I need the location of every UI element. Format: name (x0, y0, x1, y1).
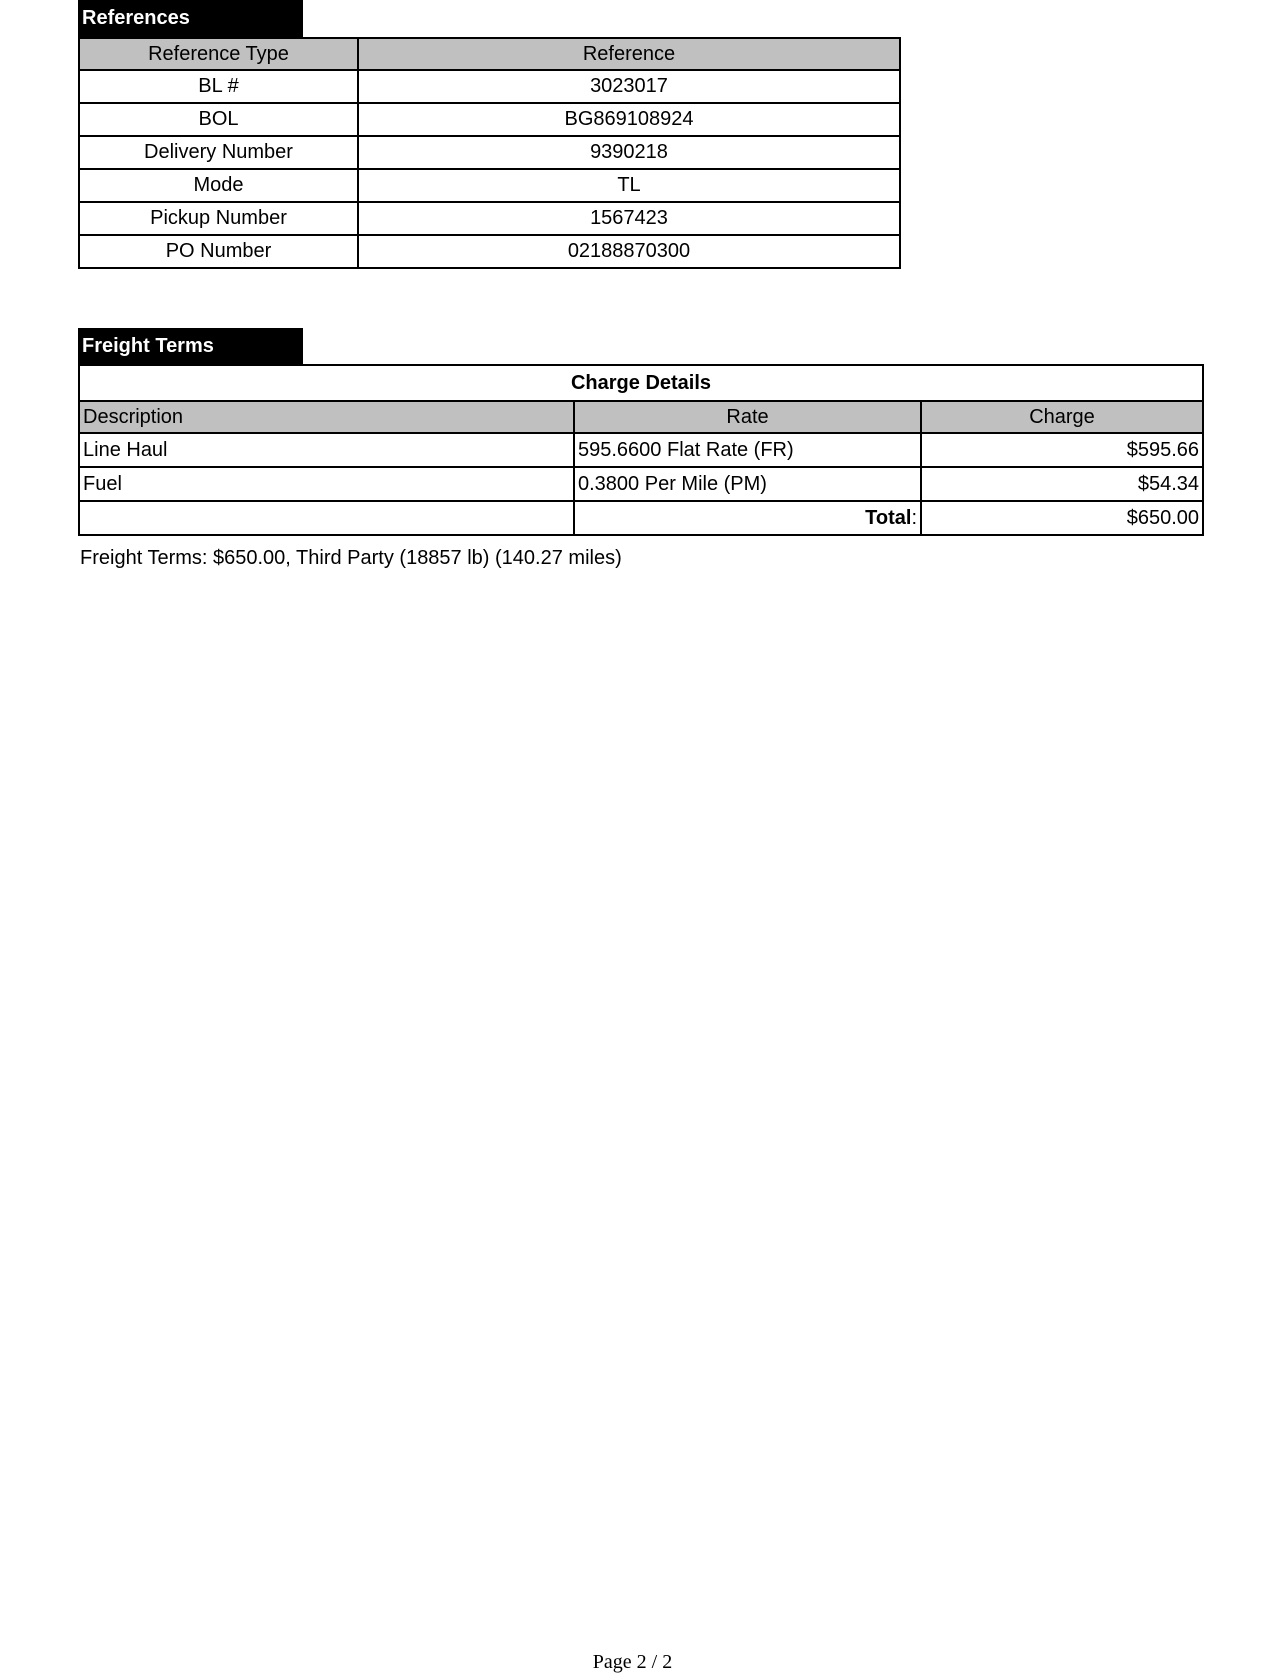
reference-value-cell: BG869108924 (358, 103, 900, 136)
table-row (79, 235, 900, 268)
total-row (79, 501, 1203, 535)
charge-description-cell: Line Haul (79, 433, 574, 467)
reference-type-cell: Delivery Number (79, 136, 358, 169)
charge-amount-cell: $595.66 (921, 433, 1203, 467)
charge-details-caption: Charge Details (79, 365, 1203, 401)
charge-rate-cell: 0.3800 Per Mile (PM) (574, 467, 921, 501)
column-header-description: Description (79, 401, 574, 433)
freight-terms-section-title: Freight Terms (78, 328, 303, 365)
reference-type-cell: PO Number (79, 235, 358, 268)
charge-description-cell: Fuel (79, 467, 574, 501)
total-colon: : (911, 506, 917, 529)
references-table (78, 37, 901, 269)
column-header-reference: Reference (358, 38, 900, 70)
column-header-rate: Rate (574, 401, 921, 433)
reference-value-cell: 02188870300 (358, 235, 900, 268)
table-row (79, 169, 900, 202)
reference-value-cell: 9390218 (358, 136, 900, 169)
references-header-row (79, 38, 900, 70)
references-section-title: References (78, 0, 303, 37)
total-value-cell: $650.00 (921, 501, 1203, 535)
column-header-reference-type: Reference Type (79, 38, 358, 70)
charge-amount-cell: $54.34 (921, 467, 1203, 501)
reference-type-cell: Pickup Number (79, 202, 358, 235)
charge-details-caption-row (79, 365, 1203, 401)
total-empty-cell (79, 501, 574, 535)
table-row (79, 202, 900, 235)
table-row (79, 467, 1203, 501)
table-row (79, 70, 900, 103)
reference-type-cell: Mode (79, 169, 358, 202)
column-header-charge: Charge (921, 401, 1203, 433)
total-label-cell (574, 501, 921, 535)
charge-rate-cell: 595.6600 Flat Rate (FR) (574, 433, 921, 467)
reference-value-cell: 3023017 (358, 70, 900, 103)
charge-details-header-row (79, 401, 1203, 433)
reference-type-cell: BL # (79, 70, 358, 103)
total-label: Total (865, 506, 912, 529)
charge-details-table (78, 364, 1204, 536)
table-row (79, 103, 900, 136)
reference-value-cell: 1567423 (358, 202, 900, 235)
page-number: Page 2 / 2 (592, 1651, 673, 1673)
table-row (79, 136, 900, 169)
reference-type-cell: BOL (79, 103, 358, 136)
table-row (79, 433, 1203, 467)
freight-terms-summary: Freight Terms: $650.00, Third Party (18857 lb) (140.27 miles) (80, 547, 622, 569)
reference-value-cell: TL (358, 169, 900, 202)
